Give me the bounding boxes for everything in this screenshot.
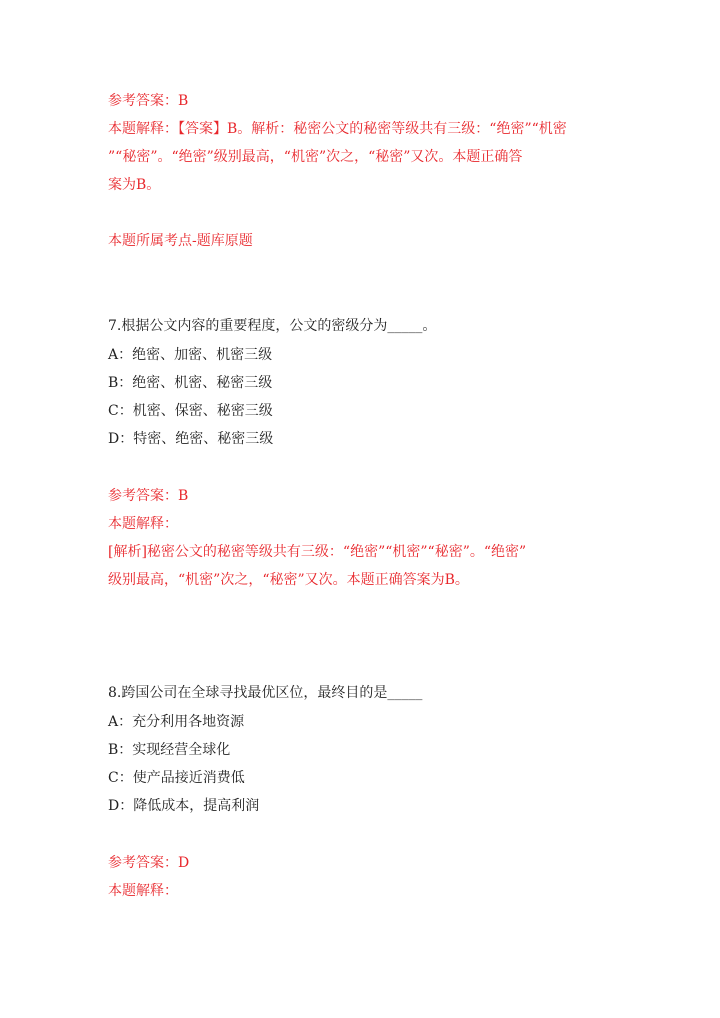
answer-line: 参考答案：B bbox=[108, 488, 189, 504]
option-c: C：机密、保密、秘密三级 bbox=[108, 403, 273, 419]
option-b: B：绝密、机密、秘密三级 bbox=[108, 375, 273, 391]
answer-line: 参考答案：B bbox=[108, 93, 189, 109]
explanation-label: 本题解释： bbox=[108, 883, 178, 899]
explanation-line: 案为B。 bbox=[108, 177, 161, 193]
option-c: C：使产品接近消费低 bbox=[108, 770, 245, 786]
option-d: D：降低成本，提高利润 bbox=[108, 798, 260, 814]
topic-line: 本题所属考点-题库原题 bbox=[108, 233, 253, 249]
option-a: A：充分利用各地资源 bbox=[108, 714, 245, 730]
option-d: D：特密、绝密、秘密三级 bbox=[108, 431, 274, 447]
question-stem: 8.跨国公司在全球寻找最优区位，最终目的是_____ bbox=[108, 685, 423, 701]
explanation-line: 级别最高，“机密”次之，“秘密”又次。本题正确答案为B。 bbox=[108, 572, 469, 588]
answer-line: 参考答案：D bbox=[108, 855, 190, 871]
option-a: A：绝密、加密、机密三级 bbox=[108, 347, 273, 363]
explanation-line: 本题解释：【答案】B。解析：秘密公文的秘密等级共有三级：“绝密”“机密 bbox=[108, 121, 567, 137]
question-stem: 7.根据公文内容的重要程度，公文的密级分为_____。 bbox=[108, 318, 437, 334]
explanation-line: [解析]秘密公文的秘密等级共有三级：“绝密”“机密”“秘密”。“绝密” bbox=[108, 544, 527, 560]
explanation-line: ”“秘密”。“绝密”级别最高，“机密”次之，“秘密”又次。本题正确答 bbox=[108, 149, 523, 165]
option-b: B：实现经营全球化 bbox=[108, 742, 231, 758]
explanation-label: 本题解释： bbox=[108, 516, 178, 532]
